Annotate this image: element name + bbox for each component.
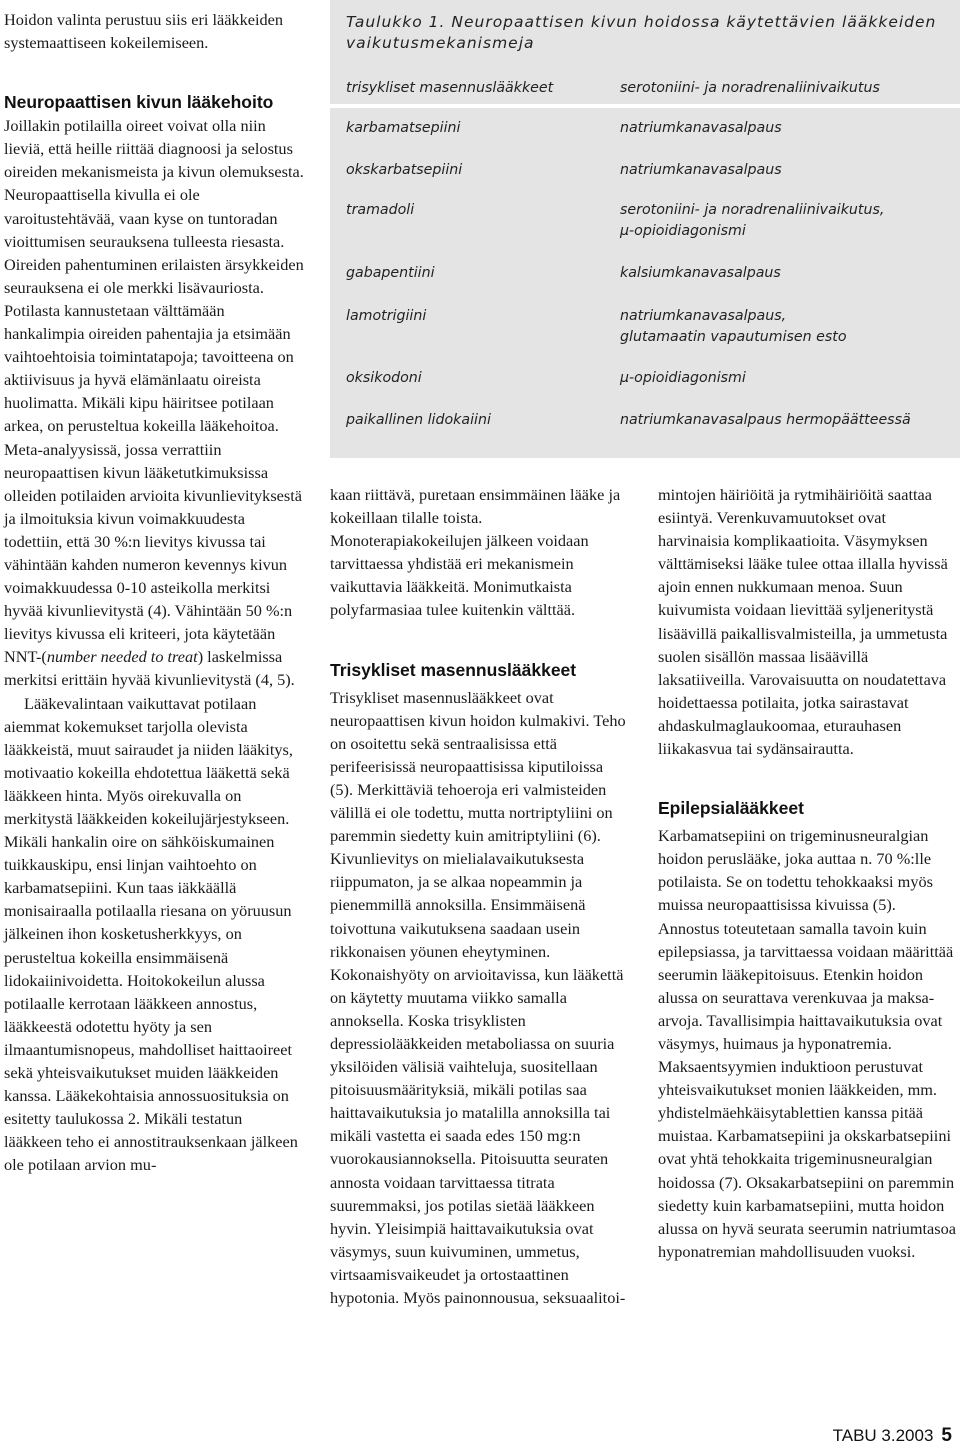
table-header-drug: trisykliset masennuslääkkeet bbox=[346, 80, 554, 96]
body-paragraph: kaan riittävä, puretaan ensimmäinen lääke ja kokeillaan tilalle toista. Monoterapiakokeilujen jälkeen voidaan tarvittaessa yhdistää eri mekanismein vaikuttavia lääkkeitä. Monimutkaista polyfarmasiaa tulee kuitenkin välttää. bbox=[330, 485, 621, 620]
table-cell-drug: karbamatsepiini bbox=[346, 120, 461, 136]
body-text: ) laskelmissa merkitsi erittäin hyvää kivunlievitystä (4, 5). bbox=[4, 647, 295, 690]
table-header-mechanism: serotoniini- ja noradrenaliinivaikutus bbox=[620, 80, 880, 96]
left-column bbox=[4, 8, 304, 1177]
section-heading-lääkehoito: Neuropaattisen kivun lääkehoito bbox=[4, 92, 274, 113]
body-paragraph: Trisykliset masennuslääkkeet ovat neuropaattisen kivun hoidon kulmakivi. Teho on osoitettu sekä sentraalisissa että perifeerisissä neuropaattisissa kiputiloissa (5). Merkittäviä tehoeroja eri valmisteiden välillä ei ole todettu, mutta nortriptyliini on paremmin siedetty kuin amitriptyliini (6). Kivunlievitys on mielialavaikutuksesta riippumaton, ja se alkaa nopeammin ja pienemmillä annoksilla. Ensimmäisenä toivottuna vaikutuksena saadaan usein rikkonaisen yöunen eheytyminen. Kokonaishyöty on arvioitavissa, kun lääkettä on käytetty muutama viikko samalla annoksella. Koska trisyklisten depressiolääkkeiden metaboliassa on suuria yksilöiden välisiä vaihteluja, suositellaan pitoisuusmäärityksiä, mikäli potilas saa haittavaikutuksia jo matalilla annoksilla tai mikäli vastetta ei saada edes 150 mg:n vuorokausiannoksella. Pitoisuutta seuraten annosta voidaan tarvittaessa titrata suuremmaksi, jos potilas sietää lääkkeen hyvin. Yleisimpiä haittavaikutuksia ovat väsymys, suun kuivuminen, ummetus, virtsaamisvaikeudet ja ortostaattinen hypotonia. Myös painonnousua, seksuaalitoi- bbox=[330, 687, 626, 1307]
intro-paragraph: Hoidon valinta perustuu siis eri lääkkeiden systemaattiseen kokeilemiseen. bbox=[4, 10, 283, 53]
page-number: 5 bbox=[941, 1425, 952, 1446]
table-cell-drug: gabapentiini bbox=[346, 265, 435, 281]
section-heading-trisykliset: Trisykliset masennuslääkkeet bbox=[330, 659, 577, 680]
body-paragraph bbox=[4, 114, 304, 691]
body-text-italic: number needed to treat bbox=[46, 647, 198, 667]
table-cell-mechanism: µ-opioidiagonismi bbox=[620, 370, 746, 386]
table-title: Taulukko 1. Neuropaattisen kivun hoidossa käytettävien lääkkeiden vaikutusmekanismeja bbox=[346, 13, 937, 52]
table-cell-drug: paikallinen lidokaiini bbox=[346, 412, 491, 428]
table-cell-mechanism: natriumkanavasalpaus hermopäätteessä bbox=[620, 412, 911, 428]
table-cell-mechanism: natriumkanavasalpaus bbox=[620, 162, 782, 178]
body-paragraph: Karbamatsepiini on trigeminusneuralgian hoidon peruslääke, joka auttaa n. 70 %:lle potilaista. Se on todettu tehokkaaksi myös muissa neuropaattisissa kivuissa (5). Annostus toteutetaan samalla tavoin kuin epilepsiassa, ja tarvittaessa voidaan määrittää seerumin lääkepitoisuus. Etenkin hoidon alussa on seurattava verenkuvaa ja maksa-arvoja. Tavallisimpia haittavaikutuksia ovat väsymys, huimaus ja hyponatremia. Maksaentsyymien induktioon perustuvat yhteisvaikutukset monien lääkkeiden, mm. yhdistelmäehkäisytablettien kanssa pitää muistaa. Karbamatsepiini ja okskarbatsepiini ovat yhtä tehokkaita trigeminusneuralgian hoidossa (7). Oksakarbatsepiini on paremmin siedetty kuin karbamatsepiini, mutta hoidon alussa on hyvä seurata seerumin natriumtasoa hyponatremian mahdollisuuden vuoksi. bbox=[658, 826, 956, 1261]
body-text: Joillakin potilailla oireet voivat olla niin lieviä, että heille riittää diagnoosi ja selostus oireiden mekanismeista ja kivun olemuksesta. Neuropaattisella kivulla ei ole varoitustehtävää, vaan kyse on tuntoradan vioittumisen seurauksena tulleesta riesasta. Oireiden pahentuminen erilaisten ärsykkeiden seurauksena ei ole merkki lisävauriosta. Potilasta kannustetaan välttämään hankalimpia oireiden pahentajia ja etsimään vaihtoehtoisia toimintatapoja; tavoitteena on aktiivisuus ja hyvä elämänlaatu oireista huolimatta. Mikäli kipu häiritsee potilaan arkea, on perusteltua kokeilla lääkehoitoa. Meta-analyysissä, jossa verrattiin neuropaattisen kivun lääketutkimuksissa olleiden potilaiden arvioita kivunlievityksestä ja ilmoituksia kivun voimakkuudesta todettiin, että 30 %:n lievitys kivussa tai vähintään kahden numeron kevennys kivun voimakkuudessa 0-10 asteikolla merkitsi hyvää kivunlievitystä (4). Vähintään 50 %:n lievitys kivussa eli kriteeri, jota käytetään NNT-( bbox=[4, 116, 304, 667]
table-cell-drug: okskarbatsepiini bbox=[346, 162, 463, 178]
table-cell-mechanism: natriumkanavasalpaus bbox=[620, 120, 782, 136]
journal-name: TABU 3.2003 bbox=[832, 1426, 934, 1445]
section-heading-epilepsia: Epilepsialääkkeet bbox=[658, 798, 804, 819]
table-divider bbox=[330, 104, 960, 108]
table-cell-mechanism: kalsiumkanavasalpaus bbox=[620, 265, 781, 281]
body-paragraph: Lääkevalintaan vaikuttavat potilaan aiemmat kokemukset tarjolla olevista lääkkeistä, muut sairaudet ja niiden lääkitys, motivaatio kokeilla ehdotettua lääkettä sekä lääkkeen hinta. Myös oirekuvalla on merkitystä lääkkeiden kokeilujärjestykseen. Mikäli hankalin oire on sähköiskumainen tuikkauskipu, ensi linjan vaihtoehto on karbamatsepiini. Kun taas iäkkäällä monisairaalla potilaalla riesana on yöruusun jälkeinen ihon kosketusherkkyys, on perusteltua kokeilla ensimmäisenä lidokaiinivoidetta. Hoitokokeilun alussa potilaalle kerrotaan lääkkeen annostus, lääkkeestä odotettu hyöty ja sen ilmaantumisnopeus, mahdolliset haittaoireet sekä yhteisvaikutukset muiden lääkkeiden kanssa. Lääkekohtaisia annossuosituksia on esitetty taulukossa 2. Mikäli testatun lääkkeen teho ei annostitrauksenkaan jälkeen ole potilaan arvion mu- bbox=[4, 693, 298, 1175]
table-cell-drug: oksikodoni bbox=[346, 370, 422, 386]
table-cell-mechanism: natriumkanavasalpaus, glutamaatin vapautumisen esto bbox=[620, 308, 847, 345]
body-paragraph: mintojen häiriöitä ja rytmihäiriöitä saattaa esiintyä. Verenkuvamuutokset ovat harvinaisia komplikaatioita. Väsymyksen välttämiseksi lääke tulee ottaa illalla hyvissä ajoin ennen nukkumaan menoa. Suun kuivumista voidaan lievittää syljeneritystä lisäävillä paikallisvalmisteilla, ja ummetusta suolen sisällön massaa lisäävillä laksatiiveilla. Varovaisuutta on noudatettava hoidettaessa potilaita, jotka sairastavat ahdaskulmaglaukoomaa, eturauhasen liikakasvua tai sydänsairautta. bbox=[658, 485, 948, 759]
middle-column bbox=[330, 483, 630, 1309]
page-footer bbox=[833, 1425, 952, 1447]
table-cell-drug: tramadoli bbox=[346, 202, 415, 218]
table-cell-mechanism: serotoniini- ja noradrenaliinivaikutus, µ-opioidiagonismi bbox=[620, 202, 885, 239]
right-column bbox=[658, 483, 956, 1263]
table-cell-drug: lamotrigiini bbox=[346, 308, 427, 324]
table-1 bbox=[330, 0, 960, 458]
